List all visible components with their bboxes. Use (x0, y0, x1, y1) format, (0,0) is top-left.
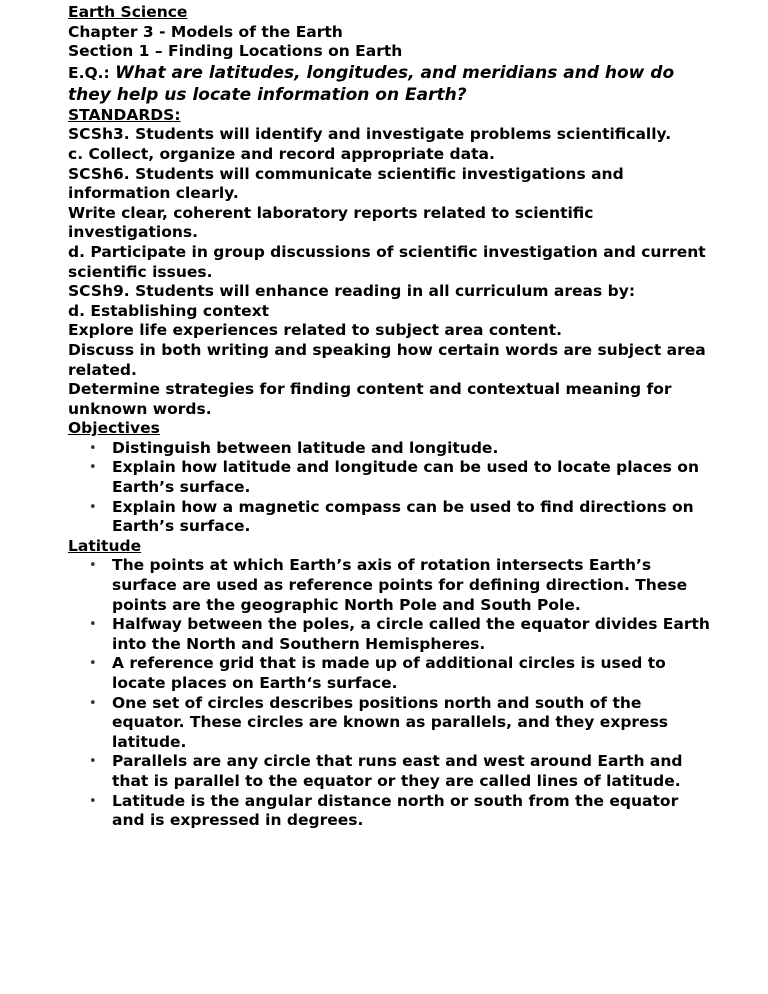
objectives-list (68, 439, 768, 537)
list-item (68, 792, 712, 831)
objectives-heading: Objectives (68, 419, 160, 438)
bullet-icon: • (89, 558, 97, 574)
eq-question-text: What are latitudes, longitudes, and meridians and how do they help us locate information on Earth? (68, 62, 675, 105)
list-item (68, 694, 712, 753)
latitude-heading: Latitude (68, 536, 142, 555)
bullet-icon: • (89, 499, 97, 515)
list-item (68, 654, 712, 693)
list-item (68, 458, 712, 497)
standards-heading: STANDARDS: (68, 105, 181, 124)
standards-line: c. Collect, organize and record appropriate data. (68, 144, 495, 163)
list-item-text: Parallels are any circle that runs east and west around Earth and that is parallel to the equator or they are called lines of latitude. (112, 752, 683, 790)
bullet-icon: • (89, 754, 97, 770)
standards-line: SCSh6. Students will communicate scientific investigations and (68, 164, 624, 183)
list-item-text: Latitude is the angular distance north or south from the equator and is expressed in degrees. (112, 791, 679, 830)
list-item-text: One set of circles describes positions north and south of the equator. These circles are known as parallels, and they express latitude. (112, 693, 669, 751)
bullet-icon: • (89, 617, 97, 633)
standards-line: d. Participate in group discussions of scientific investigation and current (68, 242, 706, 261)
essential-question (68, 62, 718, 106)
subject-title: Earth Science (68, 3, 188, 21)
standards-line: unknown words. (68, 399, 212, 418)
list-item (68, 615, 712, 654)
standards-line: investigations. (68, 223, 198, 242)
list-item-text: A reference grid that is made up of additional circles is used to locate places on Earth‘s surface. (112, 654, 666, 692)
standards-line: Explore life experiences related to subject area content. (68, 321, 562, 340)
standards-line: Write clear, coherent laboratory reports related to scientific (68, 203, 594, 222)
standards-line: information clearly. (68, 184, 239, 203)
standards-line: d. Establishing context (68, 301, 270, 320)
chapter-title: Chapter 3 - Models of the Earth (68, 22, 343, 41)
standards-line: scientific issues. (68, 262, 213, 281)
standards-line: related. (68, 360, 137, 379)
list-item-text: Distinguish between latitude and longitude. (112, 438, 499, 457)
standards-block (68, 125, 768, 419)
list-item (68, 752, 712, 791)
list-item (68, 556, 712, 615)
latitude-list (68, 556, 768, 830)
standards-line: Determine strategies for finding content and contextual meaning for (68, 380, 672, 399)
list-item (68, 439, 712, 459)
bullet-icon: • (89, 793, 97, 809)
section-title: Section 1 – Finding Locations on Earth (68, 42, 403, 61)
bullet-icon: • (89, 440, 97, 456)
list-item-text: Explain how latitude and longitude can be used to locate places on Earth’s surface. (112, 458, 699, 497)
bullet-icon: • (89, 460, 97, 476)
eq-label: E.Q.: (68, 63, 116, 82)
list-item-text: Halfway between the poles, a circle called the equator divides Earth into the North and Southern Hemispheres. (112, 615, 710, 653)
bullet-icon: • (89, 656, 97, 672)
bullet-icon: • (89, 695, 97, 711)
list-item-text: The points at which Earth’s axis of rotation intersects Earth’s surface are used as reference points for defining direction. These points are the geographic North Pole and South Pole. (112, 556, 688, 614)
list-item-text: Explain how a magnetic compass can be used to find directions on Earth’s surface. (112, 497, 694, 536)
standards-line: Discuss in both writing and speaking how certain words are subject area (68, 340, 706, 359)
standards-line: SCSh9. Students will enhance reading in all curriculum areas by: (68, 282, 636, 301)
standards-line: SCSh3. Students will identify and investigate problems scientifically. (68, 125, 672, 144)
list-item (68, 498, 712, 537)
